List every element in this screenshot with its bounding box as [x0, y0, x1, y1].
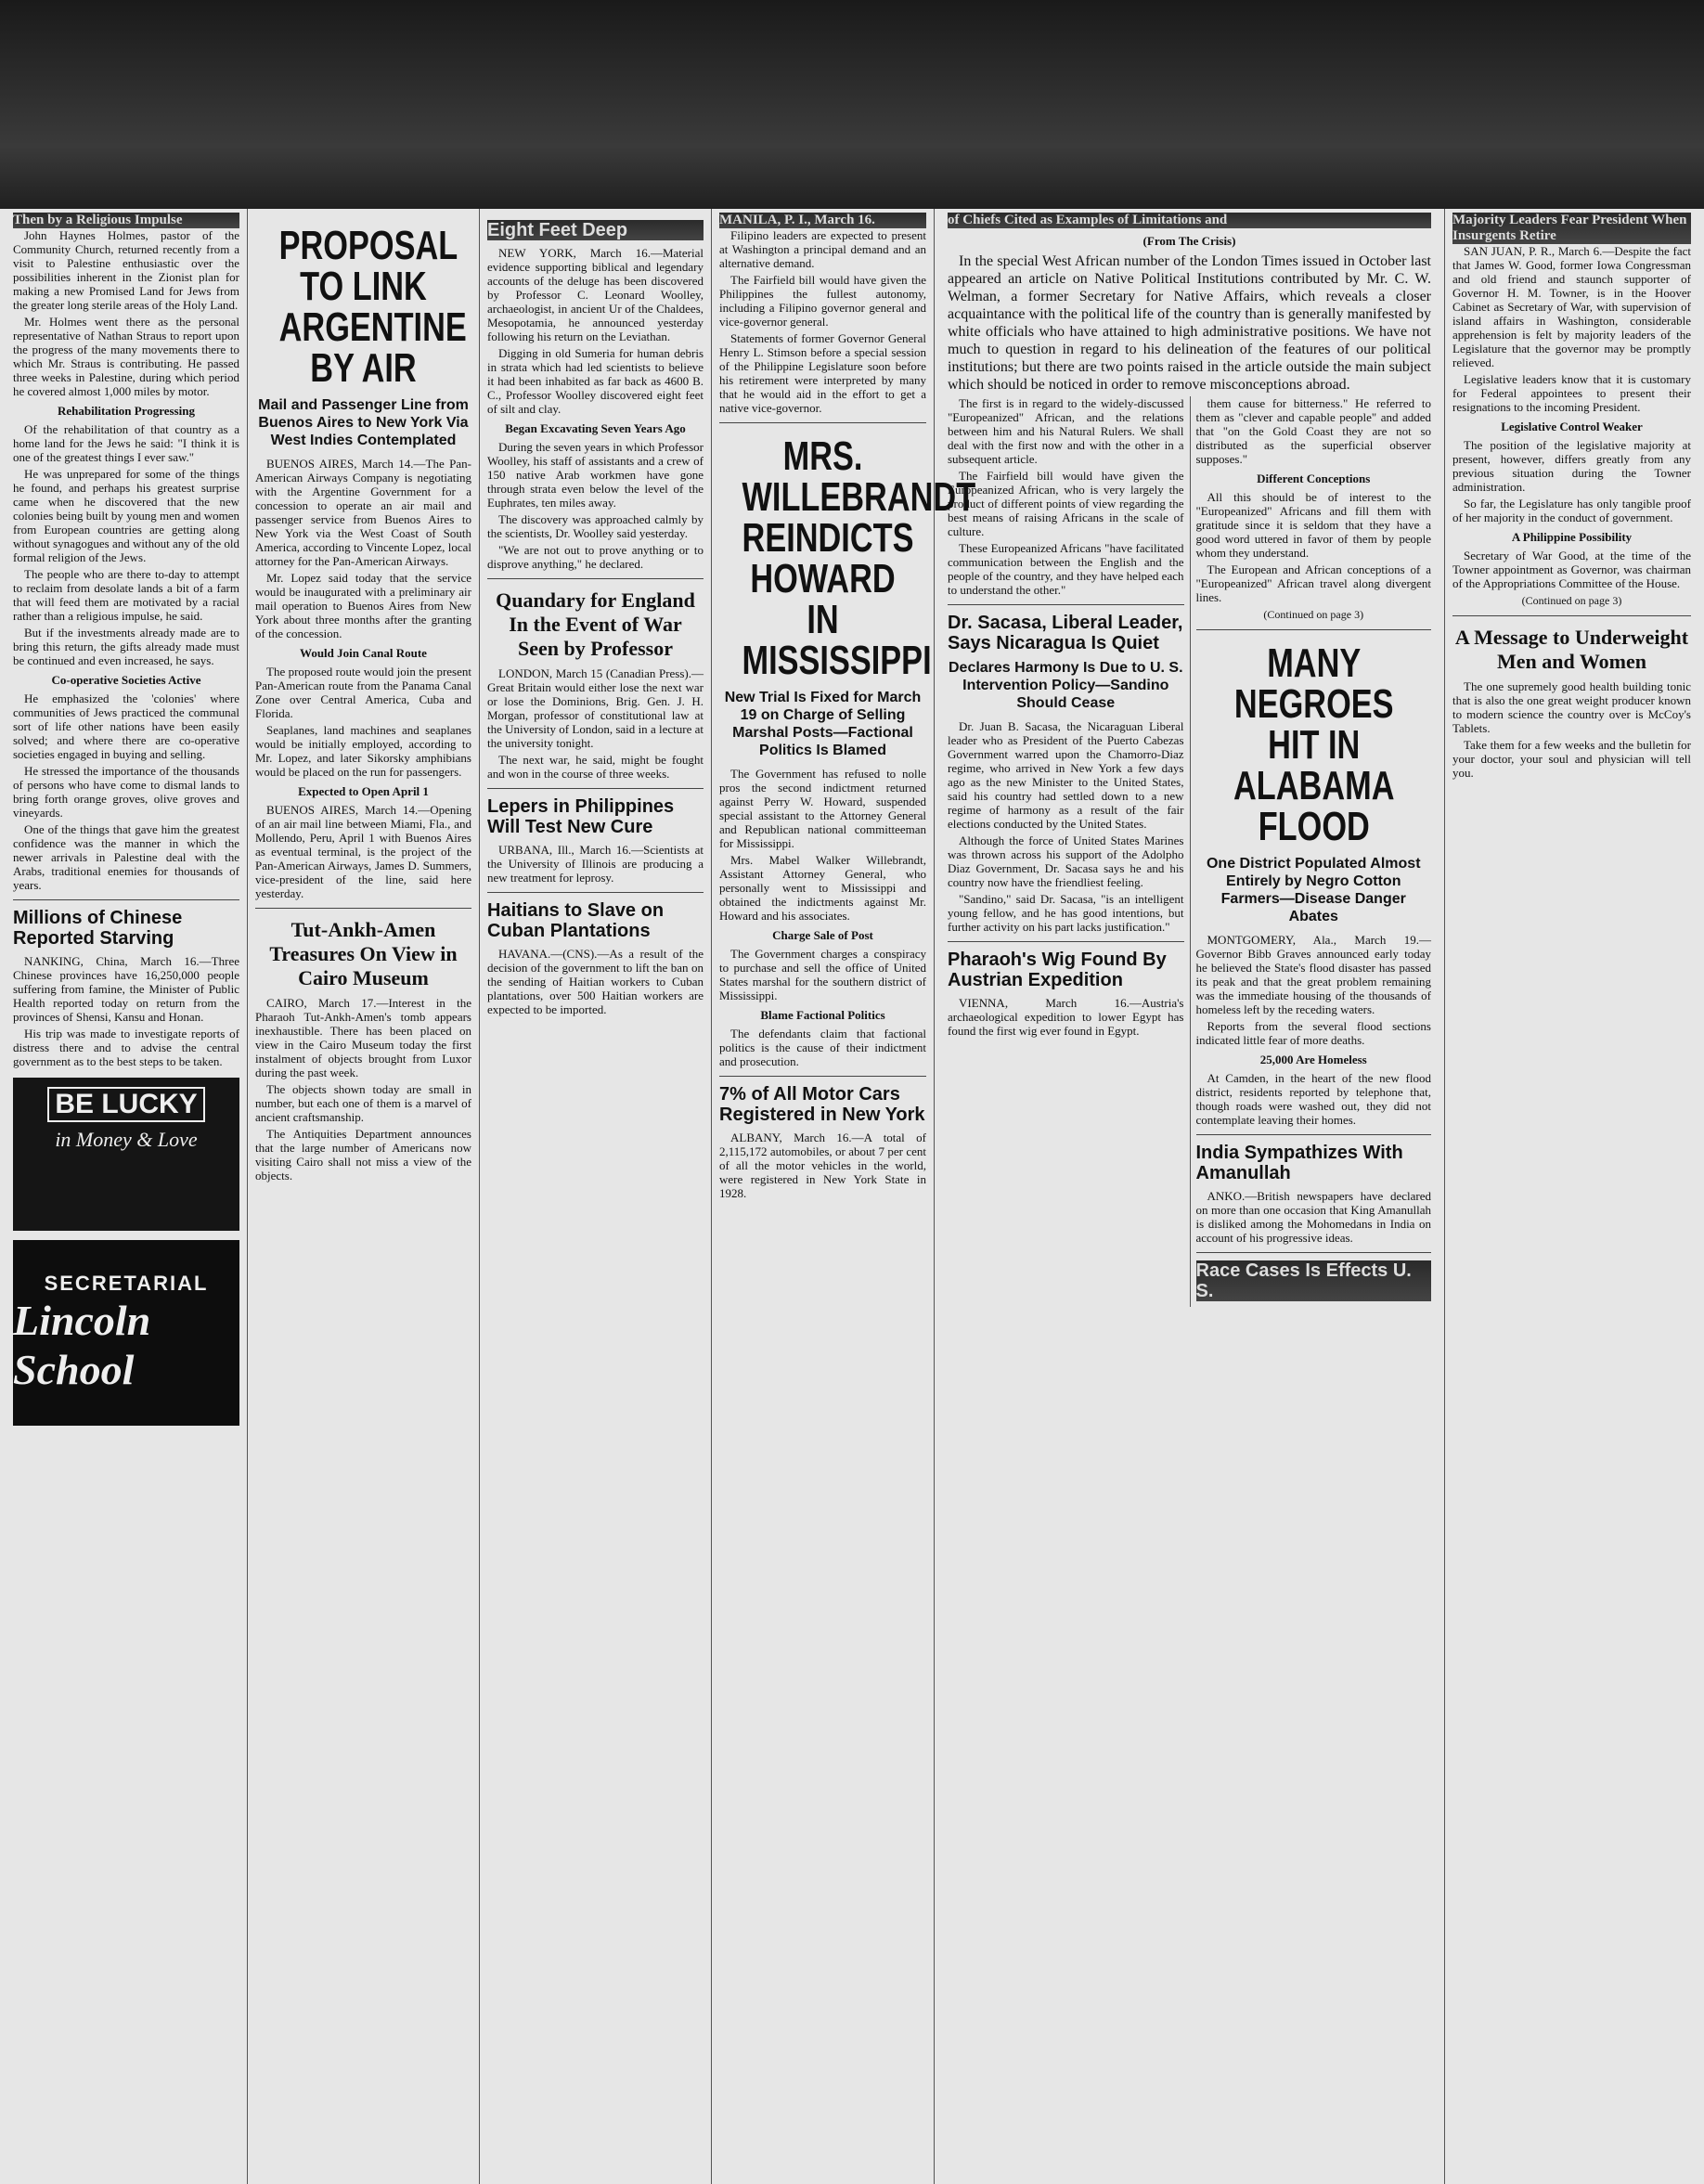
story-paragraph: But if the investments already made are to bring this return, the gifts already made must be continued and even increased, he says. [13, 626, 239, 667]
story-paragraph: The Fairfield bill would have given the Philippines the fullest autonomy, including a Filipino governor general and vice-governor general. [719, 273, 926, 329]
story-subhead: Would Join Canal Route [300, 646, 427, 660]
story-paragraph: BUENOS AIRES, March 14.—Opening of an air mail line between Miami, Fla., and Mollendo, Peru, April 1 with Buenos Aires as eventual terminal, is the project of the Pan-American Airways, James D. Summers, vice-president of the line, said here yesterday. [255, 803, 471, 900]
story-paragraph: The position of the legislative majority at present, however, differs greatly from any previous situation during the Towner administration. [1452, 438, 1691, 494]
divider [948, 941, 1184, 942]
column-3 [479, 209, 711, 2184]
headline-alabama-flood: MANY NEGROES HIT IN ALABAMA FLOOD [1233, 640, 1394, 849]
story-paragraph: The Antiquities Department announces that the large number of Americans now visiting Cairo shall not miss a view of the objects. [255, 1127, 471, 1182]
divider [255, 908, 471, 909]
story-paragraph: The proposed route would join the present Pan-American route from the Panama Canal Zone over Central America, Cuba and Florida. [255, 665, 471, 720]
headline-bottom: Race Cases Is Effects U. S. [1196, 1260, 1432, 1301]
story-subhead: A Philippine Possibility [1511, 530, 1633, 544]
story-paragraph: Mr. Lopez said today that the service would be inaugurated with a preliminary air mail operation to Buenos Aires from New York about three months after the granting of the concession. [255, 571, 471, 640]
story-paragraph: them cause for bitterness." He referred to them as "clever and capable people" and added that "on the Gold Coast they are not so distributed as the superficial observer supposes." [1195, 396, 1431, 466]
story-paragraph: His trip was made to investigate reports of distress there and to advise the central government as to the best steps to be taken. [13, 1027, 239, 1068]
story-subhead: Charge Sale of Post [772, 928, 873, 942]
crisis-left-column [942, 396, 1190, 1307]
story-subhead: Legislative Control Weaker [1501, 420, 1643, 433]
story-paragraph: ALBANY, March 16.—A total of 2,115,172 automobiles, or about 7 per cent of all the motor vehicles in the world, were registered in New York State in 1928. [719, 1131, 926, 1200]
story-paragraph: NEW YORK, March 16.—Material evidence supporting biblical and legendary accounts of the deluge has been discovered by Professor C. Leonard Woolley, archaeologist, in ancient Ur of the Chaldees, Mesopotamia, he announced yesterday following his return on the Leviathan. [487, 246, 704, 343]
story-paragraph: BUENOS AIRES, March 14.—The Pan-American Airways Company is negotiating with the Argentine Government for a concession to operate an air mail and passenger service from Buenos Aires to New York via the West Coast of South America, according to Vincente Lopez, local attorney for the Pan-American Airways. [255, 457, 471, 568]
story-paragraph: SAN JUAN, P. R., March 6.—Despite the fact that James W. Good, former Iowa Congressman and old friend and staunch supporter of Governor H. M. Towner, is in the Hoover Cabinet as Secretary of War, with supervision of island affairs in Washington, considerable apprehension is felt by majority leaders of the Legislature that the governor may be promptly relieved. [1452, 244, 1691, 369]
story-paragraph: Statements of former Governor General Henry L. Stimson before a special session of the Philippine Legislature soon before his retirement were interpreted by many that he would aid in the effort to get a native vice-governor. [719, 331, 926, 415]
story-paragraph: During the seven years in which Professor Woolley, his staff of assistants and a crew of 150 native Arab workmen have gone through strata even below the level of the Euphrates, ten miles away. [487, 440, 704, 510]
story-kicker: Eight Feet Deep [487, 220, 704, 240]
story-paragraph: The objects shown today are small in number, but each one of them is a marvel of ancient craftsmanship. [255, 1082, 471, 1124]
story-paragraph: These Europeanized Africans "have facilitated communication between the English and the people of the country, and they have helped each to understand the other." [948, 541, 1184, 597]
story-paragraph: MONTGOMERY, Ala., March 19.—Governor Bibb Graves announced early today he believed the State's flood disaster has passed its peak and that the great problem remaining was the immediate housing of the thousands of homeless left by the receding waters. [1195, 933, 1431, 1016]
story-paragraph: "We are not out to prove anything or to disprove anything," he declared. [487, 543, 704, 571]
ad-logo-text: Lincoln School [13, 1297, 151, 1393]
continued-notice: (Continued on page 3) [1263, 608, 1364, 621]
headline-china: Millions of Chinese Reported Starving [13, 908, 183, 949]
story-paragraph: Dr. Juan B. Sacasa, the Nicaraguan Liberal leader who as President of the Puerto Cabezas Government warred upon the Chamorro-Diaz regime, who arrived in New York a few days ago as the new Minister to the United States, said his country had settled down to a new regime of harmony as a result of the fair elections conducted by the United States. [948, 719, 1184, 831]
deck-argentine: Mail and Passenger Line from Buenos Aires to New York Via West Indies Contemplated [258, 397, 469, 448]
story-paragraph: Legislative leaders know that it is customary for Federal appointees to present their resignations to the incoming President. [1452, 372, 1691, 414]
column-4 [711, 209, 976, 2184]
story-paragraph: John Haynes Holmes, pastor of the Community Church, returned recently from a visit to Palestine enthusiastic over the possibilities inherent in the Zionist plan for making a new Promised Land for Jews from the greater long sterile areas of the Holy Land. [13, 228, 239, 312]
story-paragraph: Of the rehabilitation of that country as a home land for the Jews he said: "I think it is one of the greatest things I ever saw." [13, 422, 239, 464]
story-paragraph: One of the things that gave him the greatest confidence was the manner in which the newer arrivals in Palestine deal with the Arabs, traditional enemies for thousands of years. [13, 822, 239, 892]
story-kicker: Majority Leaders Fear President When Insurgents Retire [1452, 213, 1691, 244]
story-subhead: Co-operative Societies Active [51, 673, 201, 687]
story-paragraph: The one supremely good health building tonic that is also the one great weight producer known to modern science the country over is McCoy's Tablets. [1452, 679, 1691, 735]
crisis-article-lead [942, 213, 1437, 394]
story-paragraph: Secretary of War Good, at the time of the Towner appointment as Governor, was chairman of the Appropriations Committee of the House. [1452, 549, 1691, 590]
story-subhead: Rehabilitation Progressing [58, 404, 195, 418]
crisis-right-column [1190, 396, 1438, 1307]
column-2 [247, 209, 479, 2184]
story-paragraph: The first is in regard to the widely-discussed "Europeanized" African, and the relations between him and his Natural Rulers. We shall deal with the first now and with the other in a subsequent article. [948, 396, 1184, 466]
headline-underweight: A Message to Underweight Men and Women [1454, 626, 1689, 673]
story-paragraph: NANKING, China, March 16.—Three Chinese provinces have 16,250,000 people suffering from famine, the Minister of Public Health reported today on return from the provinces of Shensi, Kansu and Honan. [13, 954, 239, 1024]
story-paragraph: The Government has refused to nolle pros the second indictment returned against Perry W. Howard, suspended special assistant to the Attorney General and Republican national committeeman for Mississippi. [719, 767, 926, 850]
story-paragraph: "Sandino," said Dr. Sacasa, "is an intelligent young fellow, and he has good intentions, but further activity on his part lacks justification." [948, 892, 1184, 934]
story-paragraph: The European and African conceptions of a "Europeanized" African travel along divergent lines. [1195, 562, 1431, 604]
story-paragraph: Take them for a few weeks and the bulletin for your doctor, your soul and physician will tell you. [1452, 738, 1691, 780]
deck-alabama-flood: One District Populated Almost Entirely by Negro Cotton Farmers—Disease Danger Abates [1206, 856, 1421, 924]
ad-title: SECRETARIAL [44, 1272, 209, 1295]
divider [1196, 629, 1432, 630]
story-paragraph: All this should be of interest to the "Europeanized" Africans and fill them with gratitude since it is seldom that they have a good word uttered in favor of them by people whom they understand. [1195, 490, 1431, 560]
story-lead-paragraph: In the special West African number of the London Times issued in October last appeared an article on Native Political Institutions contributed by Mr. C. W. Welman, a former Secretary for Native Affairs, which reveals a closer acquaintance with the political life of the country than is generally manifested by white officials who have attained to high administrative positions. We have not much to question in regard to his delineation of the features of our political institutions; but there are two points raised in the article outside the main subject which should be noticed in order to remove misconceptions abroad. [948, 253, 1431, 393]
story-paragraph: ANKO.—British newspapers have declared on more than one occasion that King Amanullah is disliked among the Mohomedans in India on account of his progressive ideas. [1195, 1189, 1431, 1245]
story-paragraph: The next war, he said, might be fought and won in the course of three weeks. [487, 753, 704, 781]
story-paragraph: CAIRO, March 17.—Interest in the Pharaoh Tut-Ankh-Amen's tomb appears inexhaustible. There has been placed on view in the Cairo Museum today the first instalment of objects brought from Luxor during the past week. [255, 996, 471, 1079]
story-paragraph: So far, the Legislature has only tangible proof of her majority in the conduct of government. [1452, 497, 1691, 524]
divider [1196, 1252, 1432, 1253]
divider [719, 422, 926, 423]
deck-sacasa: Declares Harmony Is Due to U. S. Intervention Policy—Sandino Should Cease [948, 660, 1183, 711]
continued-notice: (Continued on page 3) [1521, 594, 1622, 607]
headline-motor-cars: 7% of All Motor Cars Registered in New York [719, 1084, 925, 1125]
story-subhead: Blame Factional Politics [760, 1008, 885, 1022]
headline-lepers: Lepers in Philippines Will Test New Cure [487, 796, 675, 837]
newspaper-page [0, 209, 1704, 2184]
story-subhead: Different Conceptions [1257, 472, 1371, 485]
story-paragraph: He stressed the importance of the thousands of persons who have come to dismal lands to bring forth orange groves, olive groves and vineyards. [13, 764, 239, 820]
story-paragraph: The Fairfield bill would have given the Europeanized African, who is very largely the product of different points of view regarding the best means of raising Africans in the scale of culture. [948, 469, 1184, 538]
story-subhead: Expected to Open April 1 [298, 784, 429, 798]
story-paragraph: Mr. Holmes went there as the personal representative of Nathan Straus to report upon the progress of the many movements there to which Mr. Straus is contributing. He passed three weeks in Palestine, during which period he covered almost 1,000 miles by motor. [13, 315, 239, 398]
headline-england-war: Quandary for England In the Event of War Seen by Professor [496, 588, 695, 660]
story-paragraph: URBANA, Ill., March 16.—Scientists at the University of Illinois are producing a new treatment for leprosy. [487, 843, 704, 885]
story-paragraph: VIENNA, March 16.—Austria's archaeological expedition to lower Egypt has found the first wig ever found in Egypt. [948, 996, 1184, 1038]
advertisement-be-lucky [13, 1078, 239, 1231]
divider [487, 578, 704, 579]
divider [13, 899, 239, 900]
divider [487, 788, 704, 789]
headline-haitians: Haitians to Slave on Cuban Plantations [487, 900, 665, 941]
divider [1196, 1134, 1432, 1135]
divider [719, 1076, 926, 1077]
headline-india: India Sympathizes With Amanullah [1195, 1143, 1403, 1183]
story-subhead: Began Excavating Seven Years Ago [505, 421, 686, 435]
headline-pharaoh-wig: Pharaoh's Wig Found By Austrian Expedition [948, 950, 1167, 990]
column-1 [6, 209, 247, 2184]
story-subhead: 25,000 Are Homeless [1259, 1053, 1367, 1066]
headline-tut-ankh-amen: Tut-Ankh-Amen Treasures On View in Cairo Museum [269, 918, 458, 989]
story-source: (From The Crisis) [1142, 234, 1236, 248]
story-kicker: MANILA, P. I., March 16. [719, 213, 926, 228]
column-6 [1444, 209, 1698, 2184]
story-paragraph: He was unprepared for some of the things he found, and perhaps his greatest surprise came when he discovered that the new colonies being built by young men and women from European countries are getting along without synagogues and without any of the old formal religion of the Jews. [13, 467, 239, 564]
divider [487, 892, 704, 893]
story-paragraph: LONDON, March 15 (Canadian Press).—Great Britain would either lose the next war or lose the Dominions, Brig. Gen. J. H. Morgan, professor of constitutional law at the University of London, said in a lecture at the university tonight. [487, 666, 704, 750]
ad-title: BE LUCKY [47, 1087, 204, 1122]
masthead-banner [0, 0, 1704, 209]
divider [1452, 615, 1691, 616]
story-paragraph: Mrs. Mabel Walker Willebrandt, Assistant Attorney General, who personally went to Mississippi and obtained the indictments against Mr. Howard and his associates. [719, 853, 926, 923]
story-paragraph: At Camden, in the heart of the new flood district, residents reported by telephone that, though roads were washed out, they did not contemplate leaving their homes. [1195, 1071, 1431, 1127]
story-paragraph: Digging in old Sumeria for human debris in strata which had led scientists to believe it had been inhabited as far back as 4600 B. C., Professor Woolley discovered eight feet of silt and clay. [487, 346, 704, 416]
story-paragraph: The people who are there to-day to attempt to reclaim from desolate lands a bit of a farm that will feed them are motivated by a racial rather than a religious impulse, he said. [13, 567, 239, 623]
ad-tagline: in Money & Love [55, 1128, 198, 1151]
story-kicker: of Chiefs Cited as Examples of Limitations and [948, 213, 1431, 228]
story-paragraph: The Government charges a conspiracy to purchase and sell the office of United States marshal for the southern district of Mississippi. [719, 947, 926, 1002]
crisis-article-body [942, 396, 1437, 1307]
headline-argentine: PROPOSAL TO LINK ARGENTINE BY AIR [278, 223, 467, 391]
column-5 [934, 209, 1444, 2184]
story-paragraph: He emphasized the 'colonies' where communities of Jews practiced the communal sort of life other nations have been easily solved; and where there are co-operative societies engaged in buying and selling. [13, 691, 239, 761]
story-paragraph: The discovery was approached calmly by the scientists, Dr. Woolley said yesterday. [487, 512, 704, 540]
divider [948, 604, 1184, 605]
story-paragraph: Although the force of United States Marines was thrown across his support of the Adolpho Diaz Government, Dr. Sacasa says he and his country now have the friendliest feeling. [948, 834, 1184, 889]
headline-willebrandt: MRS. WILLEBRANDT REINDICTS HOWARD IN MISSISSIPPI [742, 433, 976, 683]
story-kicker: Then by a Religious Impulse [13, 213, 239, 228]
story-paragraph: HAVANA.—(CNS).—As a result of the decision of the government to lift the ban on the sending of Haitian workers to Cuban plantations, over 500 Haitian workers are expected to be imported. [487, 947, 704, 1016]
story-paragraph: The defendants claim that factional politics is the cause of their indictment and prosecution. [719, 1027, 926, 1068]
story-paragraph: Seaplanes, land machines and seaplanes would be initially employed, according to Mr. Lopez, and later Sikorsky amphibians would be placed on the run for passengers. [255, 723, 471, 779]
advertisement-lincoln-school [13, 1240, 239, 1426]
story-paragraph: Reports from the several flood sections indicated little fear of more deaths. [1195, 1019, 1431, 1047]
headline-sacasa: Dr. Sacasa, Liberal Leader, Says Nicaragua Is Quiet [948, 613, 1183, 653]
deck-willebrandt: New Trial Is Fixed for March 19 on Charge of Selling Marshal Posts—Factional Politics Is Blamed [724, 690, 922, 758]
story-paragraph: Filipino leaders are expected to present at Washington a principal demand and an alternative demand. [719, 228, 926, 270]
